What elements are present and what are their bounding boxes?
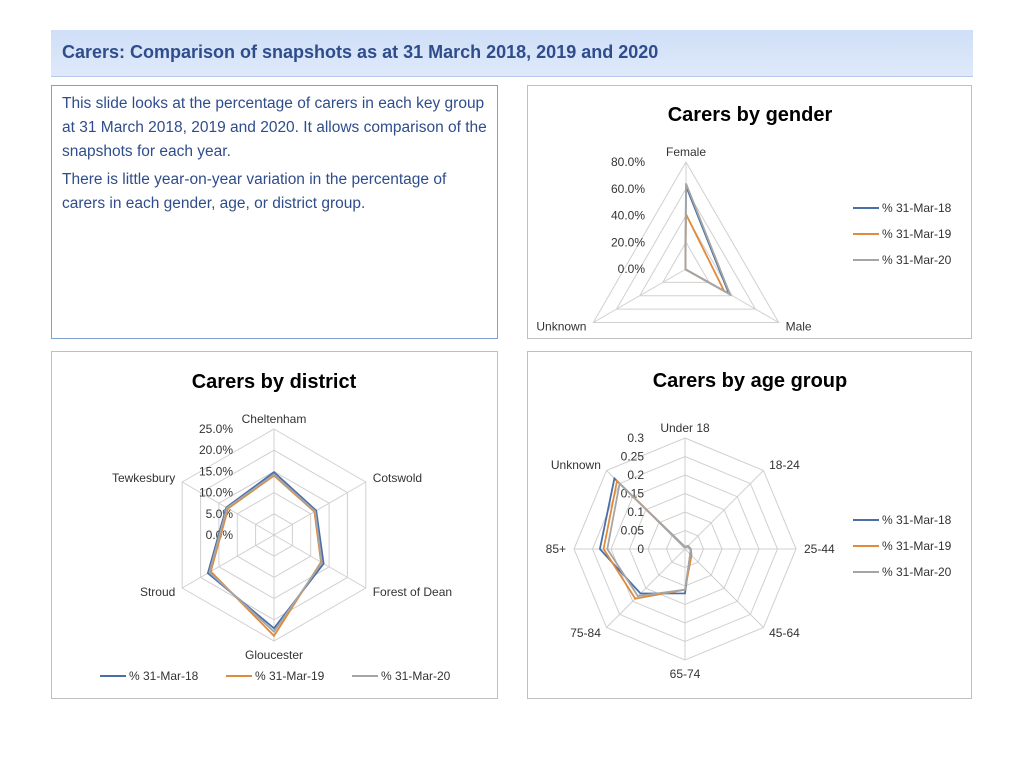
- legend-label-3: % 31-Mar-20: [882, 253, 952, 267]
- tick-label: 80.0%: [610, 155, 645, 169]
- district-chart-panel: [51, 351, 498, 699]
- axis-label-stroud: Stroud: [139, 585, 176, 599]
- gender-chart-panel: [527, 85, 972, 339]
- axis-label-75-84: 75-84: [570, 626, 601, 641]
- axis-label-cotswold: Cotswold: [372, 471, 423, 485]
- gender-radar-chart: [528, 86, 973, 340]
- spoke-line: [607, 549, 686, 628]
- tick-label: 0.15: [620, 486, 644, 501]
- axis-label-18-24: 18-24: [769, 457, 800, 472]
- intro-paragraph-2: There is little year-on-year variation in the percentage of carers in each gender, age, or district group.: [62, 171, 447, 212]
- axis-label-tewkesbury: Tewkesbury: [111, 471, 176, 485]
- spoke-line: [685, 549, 764, 628]
- legend-label-2: % 31-Mar-19: [255, 669, 325, 683]
- axis-label-gloucester: Gloucester: [244, 648, 304, 662]
- tick-label: 25.0%: [198, 422, 233, 436]
- intro-text-box: [51, 85, 498, 339]
- legend-label-3: % 31-Mar-20: [882, 565, 952, 579]
- tick-label: 0.05: [620, 523, 644, 538]
- intro-paragraph-1: This slide looks at the percentage of carers in each key group at 31 March 2018, 2019 and 2020. It allows comparison of the snapshots for each year.: [62, 95, 487, 160]
- chart-title: Carers by age group: [652, 370, 848, 392]
- axis-label-85: 85+: [545, 542, 566, 556]
- axis-label-male: Male: [785, 319, 812, 334]
- tick-label: 0.0%: [205, 528, 233, 542]
- tick-label: 0.3: [627, 431, 644, 445]
- tick-label: 5.0%: [205, 506, 233, 521]
- legend-label-2: % 31-Mar-19: [882, 227, 952, 241]
- tick-label: 20.0%: [198, 443, 233, 458]
- legend-label-1: % 31-Mar-18: [882, 201, 952, 215]
- tick-label: 20.0%: [610, 235, 645, 250]
- age-radar-chart: [528, 352, 973, 700]
- tick-label: 0: [637, 542, 644, 556]
- legend-label-3: % 31-Mar-20: [381, 669, 451, 683]
- tick-label: 10.0%: [198, 485, 233, 500]
- chart-title: Carers by gender: [667, 104, 833, 126]
- tick-label: 0.1: [627, 505, 644, 519]
- tick-label: 0.0%: [617, 262, 645, 276]
- chart-title: Carers by district: [191, 371, 357, 393]
- spoke-line: [685, 471, 764, 550]
- axis-label-unknown: Unknown: [550, 457, 601, 472]
- spoke-line: [274, 482, 366, 535]
- legend-label-1: % 31-Mar-18: [129, 669, 199, 683]
- page-title: Carers: Comparison of snapshots as at 31 March 2018, 2019 and 2020: [62, 42, 659, 62]
- legend-label-2: % 31-Mar-19: [882, 539, 952, 553]
- tick-label: 15.0%: [198, 464, 233, 479]
- axis-label-under-18: Under 18: [660, 421, 710, 435]
- axis-label-unknown: Unknown: [536, 319, 587, 334]
- axis-label-female: Female: [665, 145, 707, 159]
- axis-label-25-44: 25-44: [804, 542, 835, 556]
- tick-label: 60.0%: [610, 181, 645, 196]
- axis-label-65-74: 65-74: [669, 667, 701, 681]
- district-radar-chart: [52, 352, 499, 700]
- tick-label: 0.2: [627, 468, 644, 482]
- axis-label-45-64: 45-64: [769, 626, 800, 641]
- axis-label-forest-of-dean: Forest of Dean: [372, 585, 453, 599]
- tick-label: 40.0%: [610, 208, 645, 223]
- legend-label-1: % 31-Mar-18: [882, 513, 952, 527]
- axis-label-cheltenham: Cheltenham: [241, 412, 307, 426]
- age-chart-panel: [527, 351, 972, 699]
- tick-label: 0.25: [620, 449, 644, 464]
- header-banner: [51, 30, 973, 77]
- spoke-line: [182, 535, 274, 588]
